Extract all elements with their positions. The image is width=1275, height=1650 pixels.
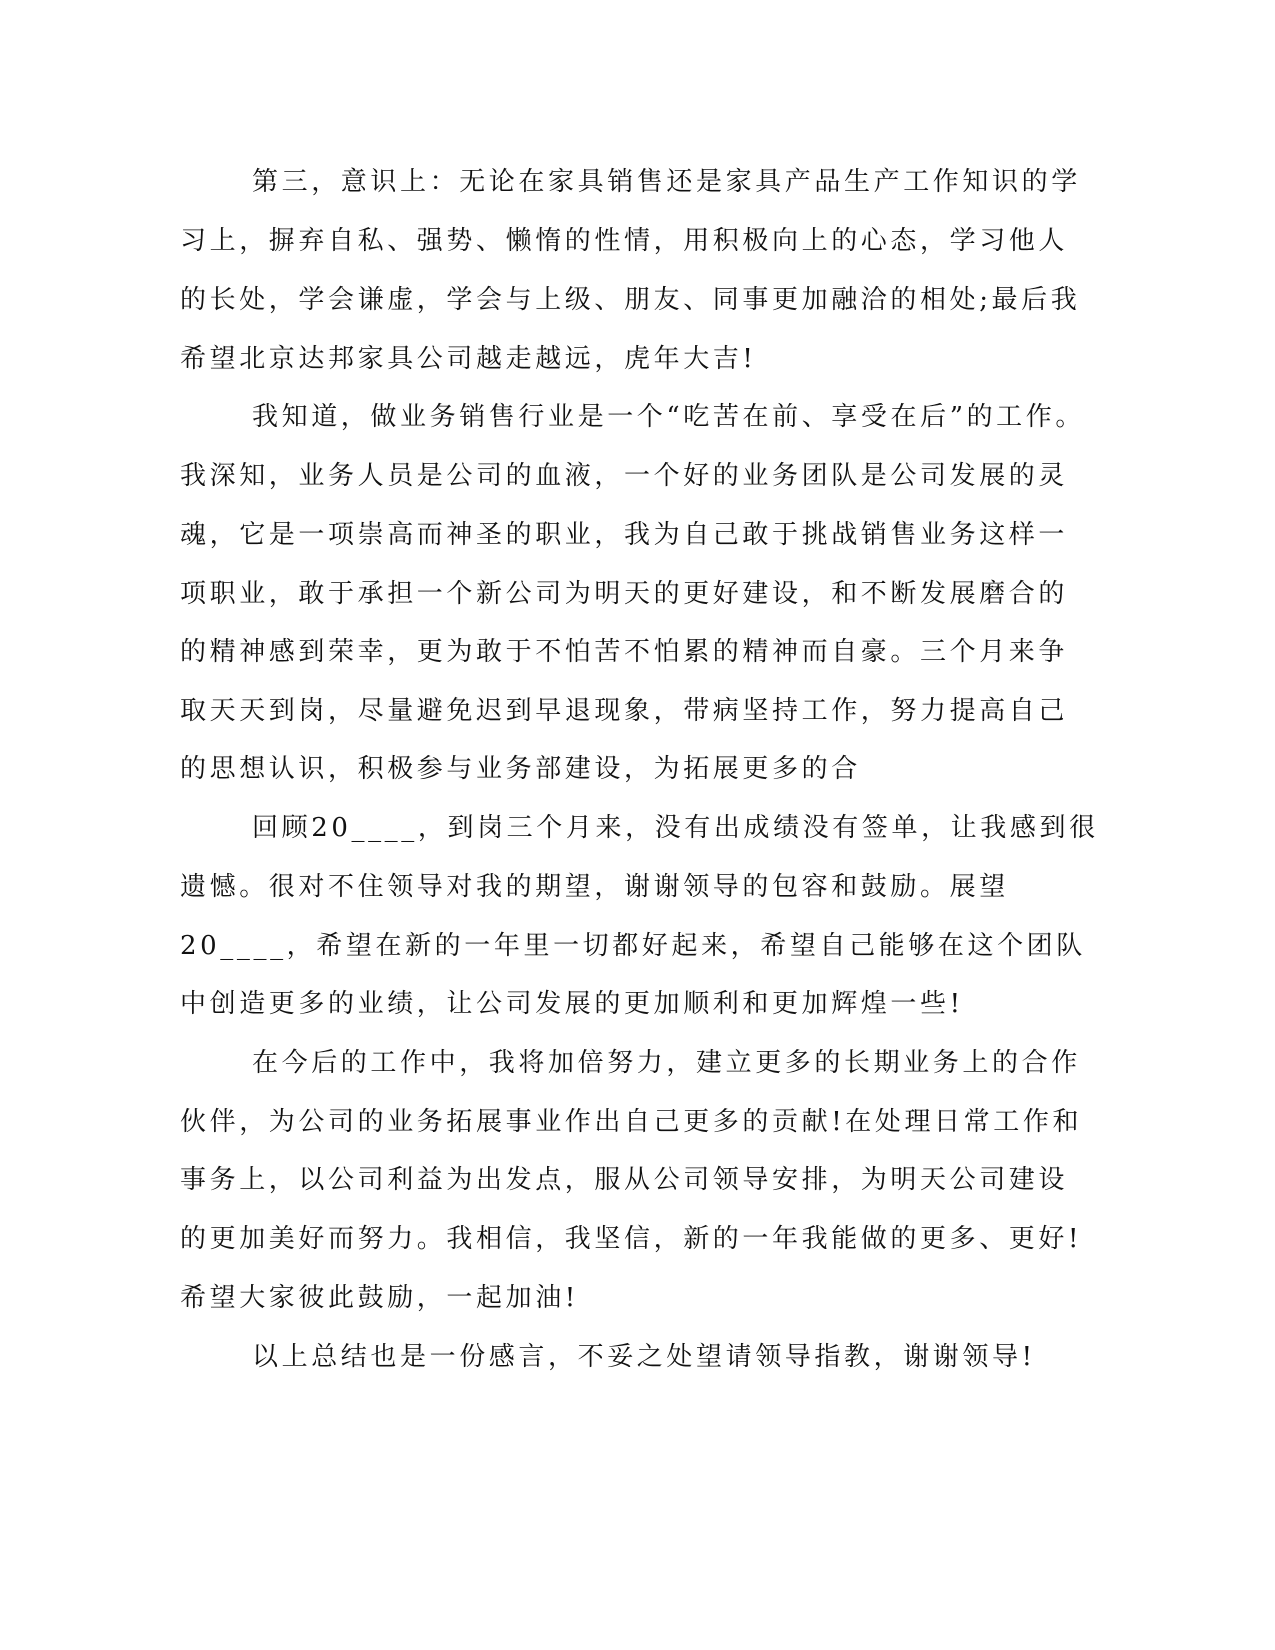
paragraph-line: 事务上，以公司利益为出发点，服从公司领导安排，为明天公司建设 bbox=[180, 1165, 1069, 1195]
paragraph-line: 遗憾。很对不住领导对我的期望，谢谢领导的包容和鼓励。展望 bbox=[180, 872, 1009, 902]
paragraph-line: 以上总结也是一份感言，不妥之处望请领导指教，谢谢领导! bbox=[252, 1342, 1036, 1372]
paragraph-line: 伙伴，为公司的业务拓展事业作出自己更多的贡献!在处理日常工作和 bbox=[180, 1107, 1083, 1137]
paragraph-line: 希望北京达邦家具公司越走越远，虎年大吉! bbox=[180, 344, 757, 374]
paragraph-line: 项职业，敢于承担一个新公司为明天的更好建设，和不断发展磨合的 bbox=[180, 579, 1069, 609]
paragraph-line: 回顾20____，到岗三个月来，没有出成绩没有签单，让我感到很 bbox=[252, 813, 1099, 843]
paragraph-line: 的精神感到荣幸，更为敢于不怕苦不怕累的精神而自豪。三个月来争 bbox=[180, 637, 1069, 667]
paragraph-line: 希望大家彼此鼓励，一起加油! bbox=[180, 1283, 579, 1313]
paragraph-line: 我知道，做业务销售行业是一个“吃苦在前、享受在后”的工作。 bbox=[252, 402, 1085, 432]
paragraph-line: 中创造更多的业绩，让公司发展的更加顺利和更加辉煌一些! bbox=[180, 989, 964, 1019]
paragraph-line: 第三，意识上：无论在家具销售还是家具产品生产工作知识的学 bbox=[252, 167, 1081, 197]
paragraph-line: 的思想认识，积极参与业务部建设，为拓展更多的合 bbox=[180, 754, 861, 784]
paragraph-line: 我深知，业务人员是公司的血液，一个好的业务团队是公司发展的灵 bbox=[180, 461, 1069, 491]
paragraph-line: 20____，希望在新的一年里一切都好起来，希望自己能够在这个团队 bbox=[180, 931, 1086, 961]
paragraph-line: 取天天到岗，尽量避免迟到早退现象，带病坚持工作，努力提高自己 bbox=[180, 696, 1069, 726]
paragraph-line: 习上，摒弃自私、强势、懒惰的性情，用积极向上的心态，学习他人 bbox=[180, 226, 1069, 256]
paragraph-line: 的长处，学会谦虚，学会与上级、朋友、同事更加融洽的相处;最后我 bbox=[180, 285, 1081, 315]
paragraph-line: 魂，它是一项崇高而神圣的职业，我为自己敢于挑战销售业务这样一 bbox=[180, 520, 1069, 550]
paragraph-line: 的更加美好而努力。我相信，我坚信，新的一年我能做的更多、更好! bbox=[180, 1224, 1083, 1254]
paragraph-line: 在今后的工作中，我将加倍努力，建立更多的长期业务上的合作 bbox=[252, 1048, 1081, 1078]
